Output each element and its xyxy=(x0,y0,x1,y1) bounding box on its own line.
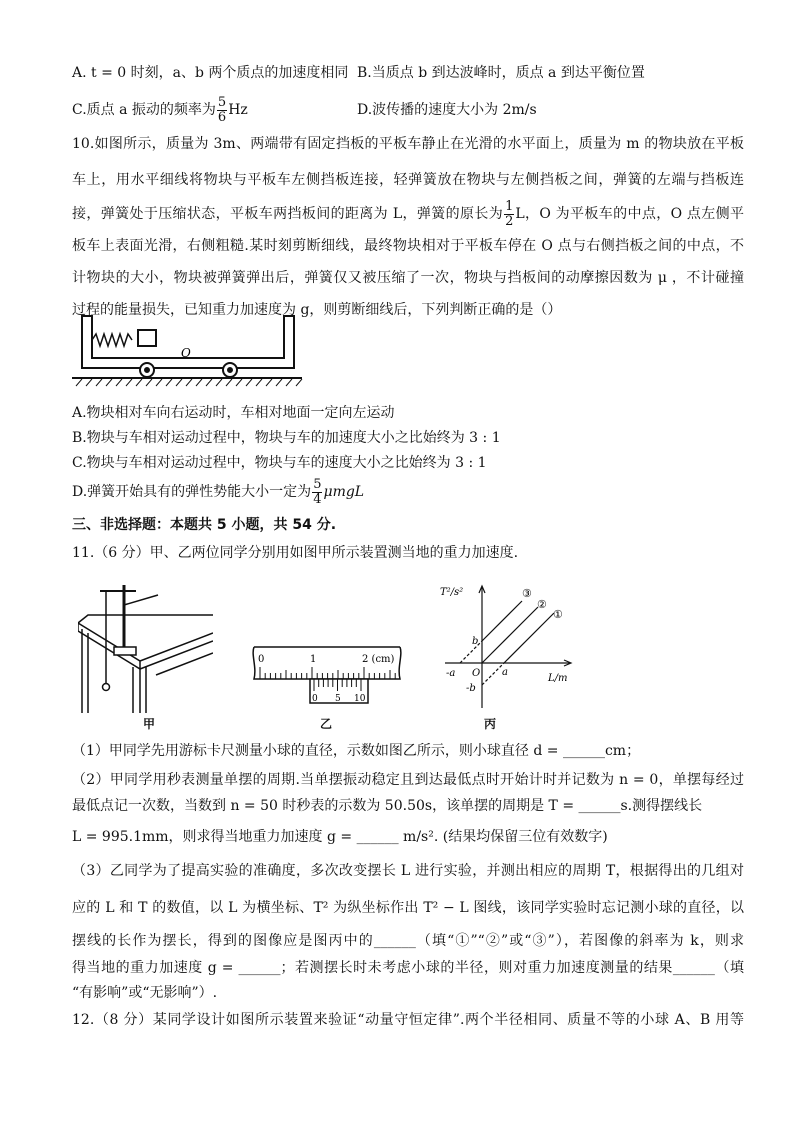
numerator: 1 xyxy=(505,198,514,214)
graph-label-a: a xyxy=(502,667,508,678)
cart-figure xyxy=(72,312,307,394)
q11-part2-line: 最低点记一次数，当数到 n = 50 时秒表的示数为 50.50s，该单摆的周期是 T = ______s.测得摆线长 xyxy=(72,798,703,814)
denominator: 6 xyxy=(217,109,227,125)
fraction xyxy=(312,478,322,507)
point-o-label: O xyxy=(181,346,191,360)
q11-part3-line: （3）乙同学为了提高实验的准确度，多次改变摆长 L 进行实验，并测出相应的周期 T，根据得出的几组对 xyxy=(72,863,744,879)
main-scale-label: 0 xyxy=(258,654,265,665)
q10-line: 板车上表面光滑，右侧粗糙.某时刻剪断细线，最终物块相对于平板车停在 O 点与右侧挡板之间的中点，不 xyxy=(72,238,744,254)
pendulum-apparatus-figure xyxy=(78,583,213,713)
q11-part3-line: 应的 L 和 T 的数值，以 L 为横坐标、T² 为纵坐标作出 T² − L 图线，该同学实验时忘记测小球的直径，以 xyxy=(72,900,744,916)
graph-label-neg-a: -a xyxy=(446,668,456,679)
q11-intro: 11.（6 分）甲、乙两位同学分别用如图甲所示装置测当地的重力加速度. xyxy=(72,545,519,561)
q11-part3-line: 摆线的长作为摆长，得到的图像应是图丙中的______（填“①”“②”或“③”），若图像的斜率为 k，则求 xyxy=(72,933,744,949)
main-scale-label: 1 xyxy=(310,654,317,665)
figure-caption-bing: 丙 xyxy=(484,717,497,731)
q10-option-d xyxy=(72,476,744,508)
denominator: 4 xyxy=(313,491,322,507)
graph-label-origin: O xyxy=(472,668,481,679)
q10-option-b: B.物块与车相对运动过程中，物块与车的加速度大小之比始终为 3 : 1 xyxy=(72,430,501,446)
fraction xyxy=(217,96,227,125)
unit: Hz xyxy=(228,102,248,118)
section-heading: 三、非选择题：本题共 5 小题，共 54 分. xyxy=(72,517,337,533)
q11-part2-line: L = 995.1mm，则求得当地重力加速度 g = ______ m/s². (结果均保留三位有效数字) xyxy=(72,829,608,845)
vernier-label: 10 xyxy=(354,694,366,704)
figure-caption-yi: 乙 xyxy=(320,717,333,731)
q10-line xyxy=(72,198,744,230)
graph-xlabel: L/m xyxy=(548,673,568,684)
q10-text: L，O 为平板车的中点，O 点左侧平 xyxy=(515,206,744,222)
formula: μmgL xyxy=(323,484,365,500)
graph-label-neg-b: -b xyxy=(466,683,476,694)
t2-l-graph-figure xyxy=(440,583,585,713)
q10-line: 10.如图所示，质量为 3m、两端带有固定挡板的平板车静止在光滑的水平面上，质量为 m 的物块放在平板 xyxy=(72,136,744,152)
graph-label-b: b xyxy=(472,636,479,647)
line-1-label: ① xyxy=(553,608,563,621)
numerator: 5 xyxy=(217,94,227,110)
q9-option-c-text: C.质点 a 振动的频率为 xyxy=(72,102,216,118)
figure-caption-jia: 甲 xyxy=(143,717,156,731)
q11-part3-line: “有影响”或“无影响”）. xyxy=(72,985,218,1001)
q9-option-b: B.当质点 b 到达波峰时，质点 a 到达平衡位置 xyxy=(357,65,645,81)
vernier-caliper-figure xyxy=(248,645,403,710)
q11-part2-line: （2）甲同学用秒表测量单摆的周期.当单摆振动稳定且到达最低点时开始计时并记数为 n = 0，单摆每经过 xyxy=(72,772,744,788)
q10-text: 接，弹簧处于压缩状态，平板车两挡板间的距离为 L，弹簧的原长为 xyxy=(72,206,504,222)
denominator: 2 xyxy=(505,213,514,229)
q9-option-c xyxy=(72,94,352,126)
main-scale-label: 2 (cm) xyxy=(362,654,395,665)
q11-part3-line: 得当地的重力加速度 g = ______；若测摆长时未考虑小球的半径，则对重力加速度测量的结果______（填 xyxy=(72,960,744,976)
vernier-label: 0 xyxy=(312,694,318,704)
q9-option-a: A. t = 0 时刻，a、b 两个质点的加速度相同 xyxy=(72,65,349,81)
vernier-label: 5 xyxy=(335,694,341,704)
line-2-label: ② xyxy=(537,598,547,611)
q12-line: 12.（8 分）某同学设计如图所示装置来验证“动量守恒定律”.两个半径相同、质量不等的小球 A、B 用等 xyxy=(72,1012,744,1028)
fraction xyxy=(504,200,514,229)
q9-option-d: D.波传播的速度大小为 2m/s xyxy=(357,102,537,118)
q10-option-c: C.物块与车相对运动过程中，物块与车的速度大小之比始终为 3 : 1 xyxy=(72,455,487,471)
q10-line: 车上，用水平细线将物块与平板车左侧挡板连接，轻弹簧放在物块与左侧挡板之间，弹簧的左端与挡板连 xyxy=(72,172,744,188)
q10-line: 过程的能量损失，已知重力加速度为 g，则剪断细线后，下列判断正确的是（） xyxy=(72,302,562,318)
graph-ylabel: T²/s² xyxy=(440,587,464,598)
q10-option-a: A.物块相对车向右运动时，车相对地面一定向左运动 xyxy=(72,405,395,421)
option-text: D.弹簧开始具有的弹性势能大小一定为 xyxy=(72,484,312,500)
numerator: 5 xyxy=(313,476,322,492)
q10-line: 计物块的大小，物块被弹簧弹出后，弹簧仅又被压缩了一次，物块与挡板间的动摩擦因数为 μ ，不计碰撞 xyxy=(72,270,744,286)
line-3-label: ③ xyxy=(522,587,532,600)
q11-part1: （1）甲同学先用游标卡尺测量小球的直径，示数如图乙所示，则小球直径 d = ______cm； xyxy=(72,743,641,759)
